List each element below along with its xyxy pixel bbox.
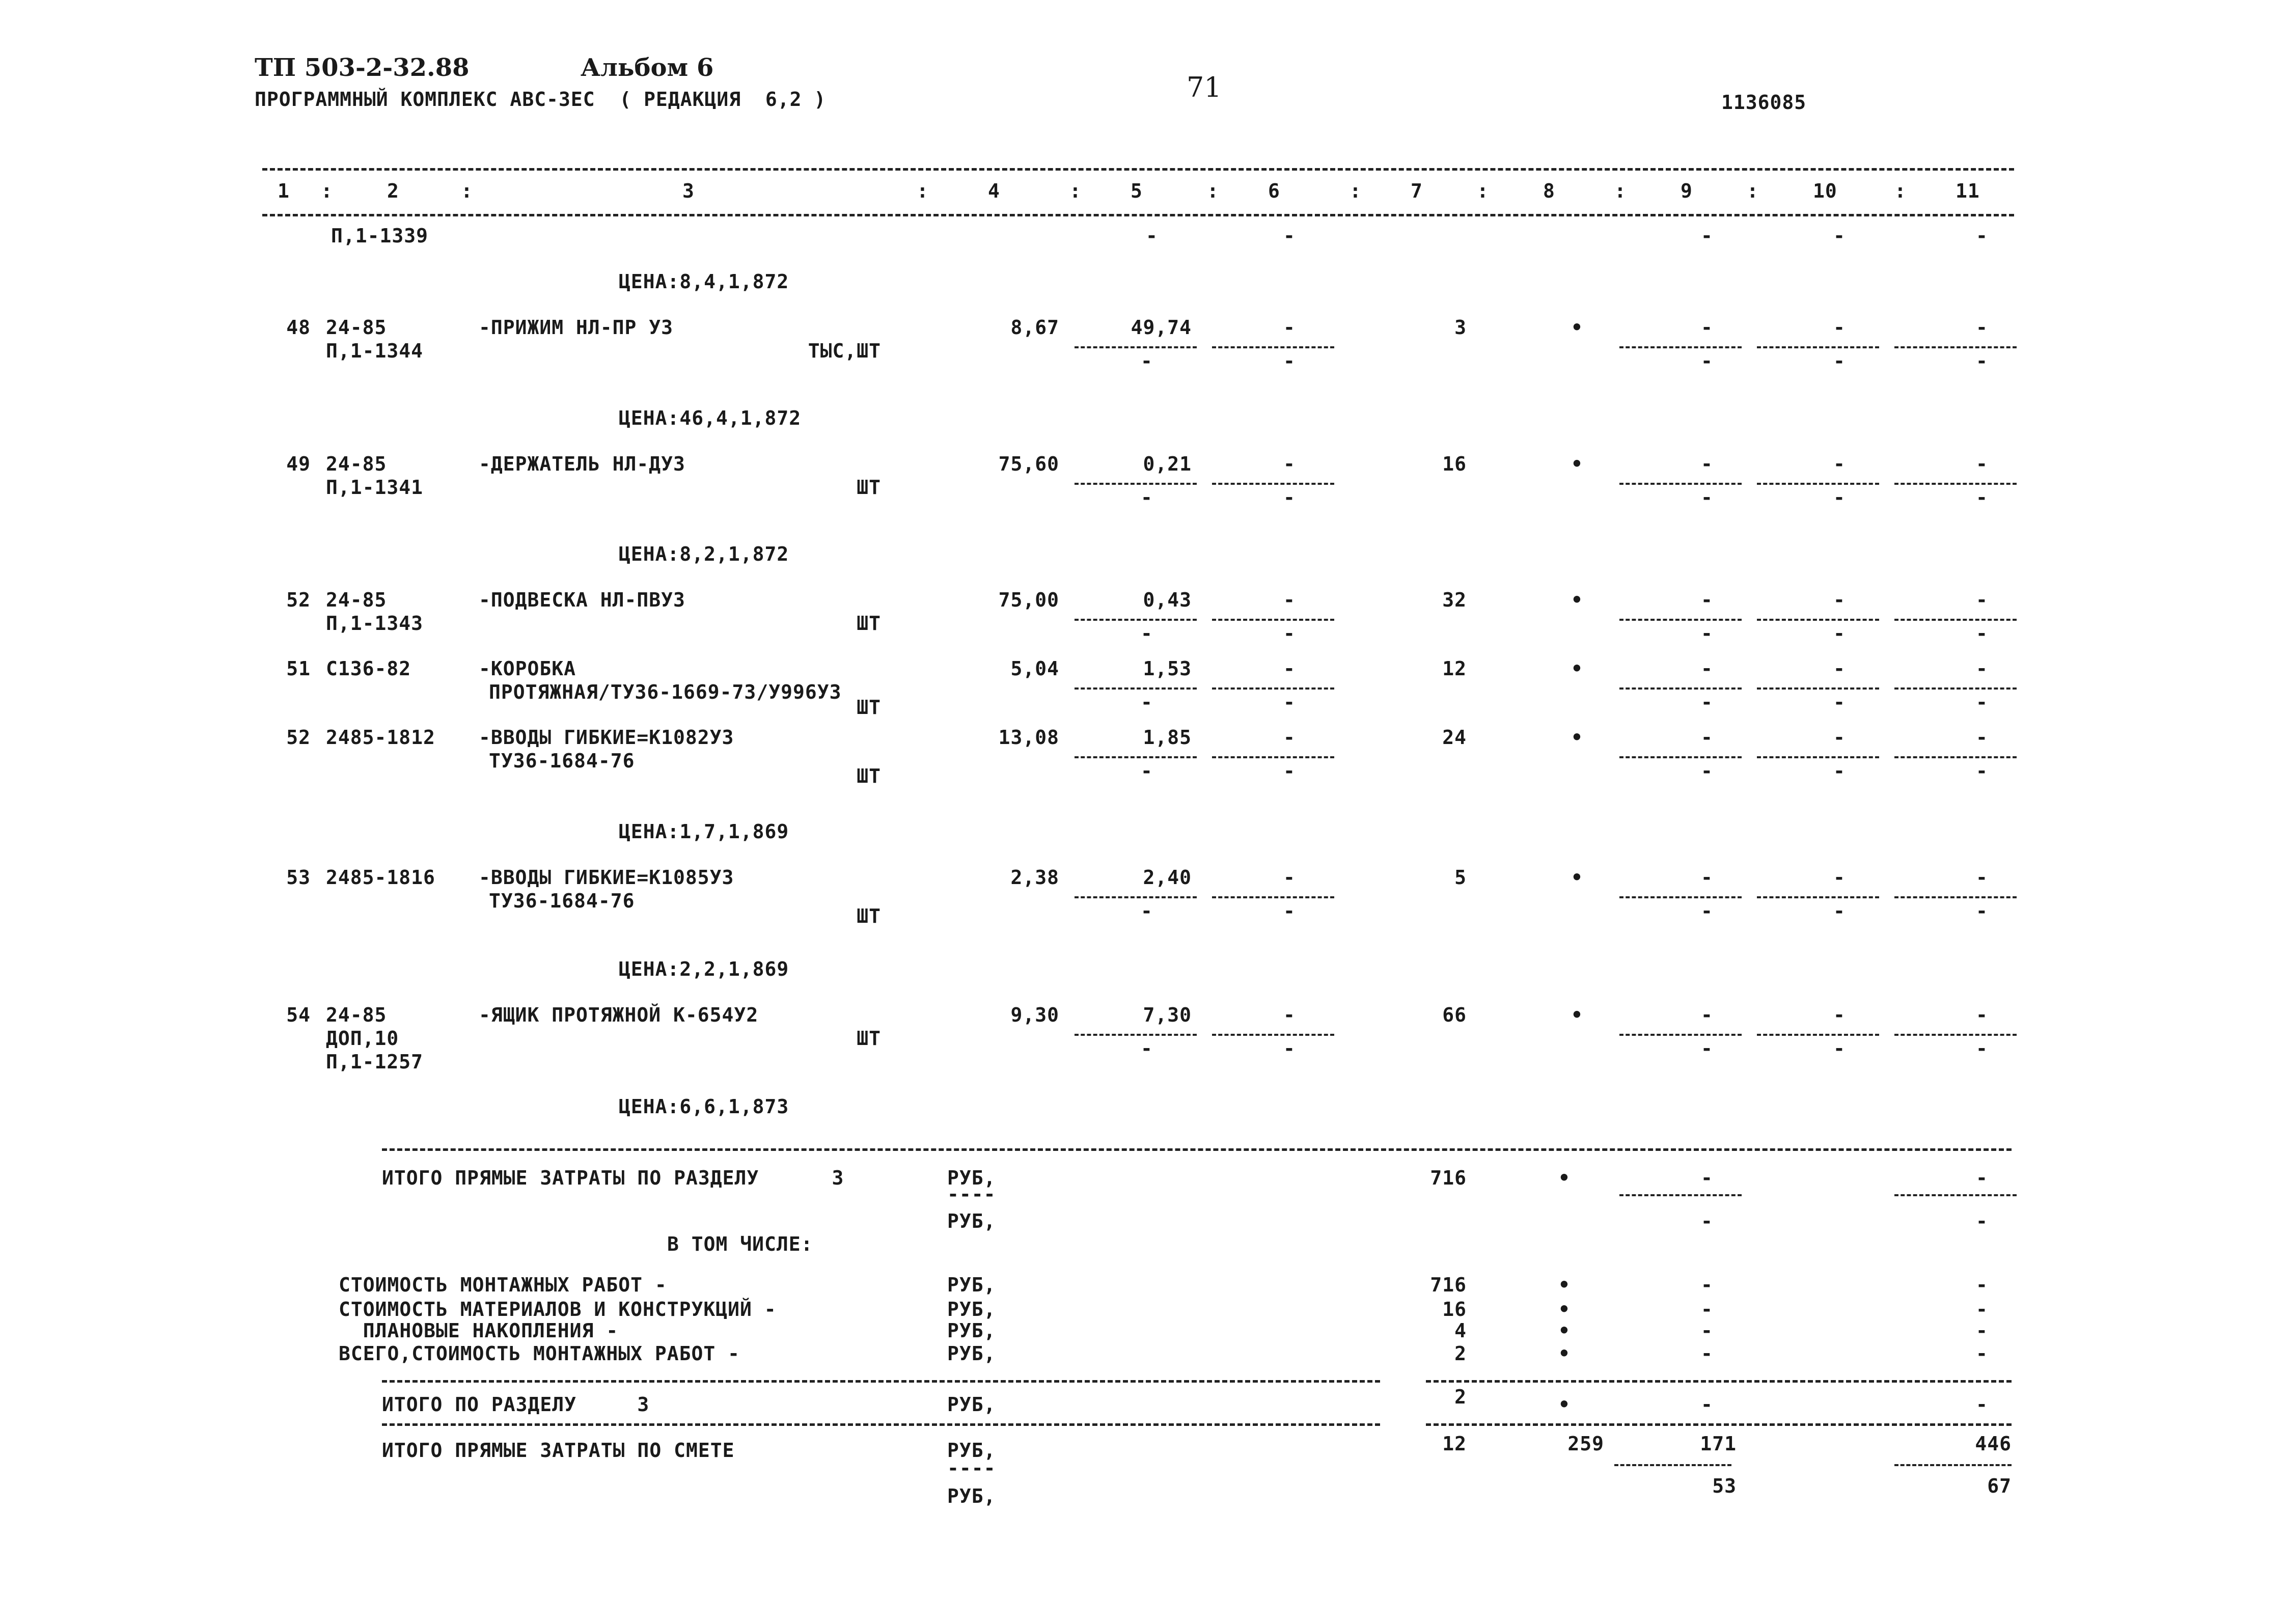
summary-line-dash: - [1976,1342,1988,1365]
row-code: 24-85 [326,316,387,339]
row-sub-dash: - [1701,691,1713,713]
summary-line-unit: РУБ, [947,1274,996,1296]
header-bottom-rule [262,214,2014,216]
column-separator: : [1207,180,1219,202]
sum-dash: - [1976,1210,1988,1232]
top-dash: - [1283,225,1296,247]
row-col9-dash: - [1701,657,1713,680]
sum-dot: • [1558,1167,1571,1189]
row-rule [1757,483,1879,485]
rub-unit: РУБ, [947,1210,996,1232]
row-rule [1212,896,1334,898]
section-col7: 2 [1454,1386,1467,1408]
column-header: 7 [1411,180,1423,202]
direct-costs-label: ИТОГО ПРЯМЫЕ ЗАТРАТЫ ПО РАЗДЕЛУ 3 [382,1167,844,1189]
in-that-label: В ТОМ ЧИСЛЕ: [667,1233,813,1255]
top-dash: - [1701,225,1713,247]
row-rule [1075,1034,1197,1036]
row-rule [1757,1034,1879,1036]
row-col7: 12 [1442,657,1467,680]
price-line: ЦЕНА:8,2,1,872 [619,543,789,565]
top-dash: - [1146,225,1158,247]
row-name: -ДЕРЖАТЕЛЬ НЛ-ДУ3 [479,453,685,475]
section-dot: • [1558,1393,1571,1416]
row-col7: 24 [1442,726,1467,749]
row-col7: 5 [1454,866,1467,889]
row-ref: П,1-1344 [326,340,424,362]
summary-line-dash: - [1976,1298,1988,1320]
rub-unit: РУБ, [947,1167,996,1189]
row-sub-dash: - [1701,900,1713,922]
summary-line-value: 2 [1454,1342,1467,1365]
summary-line-dash: - [1701,1298,1713,1320]
row-rule [1075,619,1197,621]
row-col6-dash: - [1283,589,1296,611]
column-header: 11 [1956,180,1980,202]
row-col8-dot: • [1571,1004,1583,1026]
row-col4: 13,08 [998,726,1059,749]
row-unit: ШТ [857,476,881,499]
column-header: 3 [682,180,695,202]
summary-line-label: ПЛАНОВЫЕ НАКОПЛЕНИЯ - [339,1319,619,1342]
row-rule [1075,346,1197,348]
row-rule [1212,687,1334,690]
doc-code: ТП 503-2-32.88 [255,53,470,82]
row-name: -ВВОДЫ ГИБКИЕ=К1082У3 [479,726,734,749]
row-col8-dot: • [1571,316,1583,339]
summary-line-label: СТОИМОСТЬ МАТЕРИАЛОВ И КОНСТРУКЦИЙ - [339,1298,777,1320]
rub-unit: РУБ, [947,1393,996,1416]
row-rule [1212,483,1334,485]
row-unit: ТЫС,ШТ [808,340,881,362]
row-sub-dash: - [1976,486,1988,509]
row-ref: ДОП,10 [326,1027,399,1050]
row-name: -ЯЩИК ПРОТЯЖНОЙ К-654У2 [479,1004,759,1026]
row-sub-dash: - [1283,691,1296,713]
row-col5: 7,30 [1143,1004,1192,1026]
est-col9b: 53 [1712,1475,1737,1497]
section-rule [382,1380,1380,1383]
column-header: 10 [1813,180,1837,202]
est-col9: 171 [1700,1433,1737,1455]
row-rule [1757,346,1879,348]
top-ref: П,1-1339 [331,225,429,247]
section-total-label: ИТОГО ПО РАЗДЕЛУ 3 [382,1393,650,1416]
est-col8: 259 [1567,1433,1604,1455]
row-rule [1075,896,1197,898]
row-col11-dash: - [1976,657,1988,680]
total-col7: 716 [1430,1167,1467,1189]
row-sub-dash: - [1833,1037,1846,1060]
row-unit: ШТ [857,765,881,787]
section-rule [1426,1380,2012,1383]
top-dash: - [1833,225,1846,247]
column-separator: : [1747,180,1759,202]
row-sub-dash: - [1701,622,1713,645]
row-sub-dash: - [1976,900,1988,922]
summary-line-unit: РУБ, [947,1342,996,1365]
column-header: 9 [1681,180,1693,202]
row-sub-dash: - [1701,486,1713,509]
row-number: 53 [286,866,311,889]
row-name: -ВВОДЫ ГИБКИЕ=К1085У3 [479,866,734,889]
column-header: 1 [278,180,290,202]
row-code: 2485-1816 [326,866,435,889]
row-sub-dash: - [1283,486,1296,509]
row-code: С136-82 [326,657,411,680]
row-col7: 3 [1454,316,1467,339]
document-id: 1136085 [1721,91,1807,114]
row-sub-dash: - [1976,350,1988,372]
price-line: ЦЕНА:46,4,1,872 [619,407,802,429]
row-ref: П,1-1341 [326,476,424,499]
row-sub-dash: - [1283,1037,1296,1060]
row-col10-dash: - [1833,726,1846,749]
section-dash: - [1701,1393,1713,1416]
row-ref: П,1-1257 [326,1051,424,1073]
row-rule [1619,687,1742,690]
row-rule [1757,619,1879,621]
row-col6-dash: - [1283,453,1296,475]
row-col7: 16 [1442,453,1467,475]
row-col8-dot: • [1571,589,1583,611]
row-sub-dash: - [1976,760,1988,782]
column-separator: : [1350,180,1362,202]
price-line: ЦЕНА:2,2,1,869 [619,958,789,980]
row-sub-dash: - [1141,350,1153,372]
row-rule [1075,687,1197,690]
row-rule [1075,483,1197,485]
row-rule [1619,483,1742,485]
column-separator: : [321,180,333,202]
row-sub-dash: - [1833,691,1846,713]
row-col11-dash: - [1976,589,1988,611]
sum-dash: - [1701,1210,1713,1232]
row-col5: 1,85 [1143,726,1192,749]
row-sub-dash: - [1833,350,1846,372]
row-col11-dash: - [1976,1004,1988,1026]
row-rule [1619,1034,1742,1036]
row-rule [1212,619,1334,621]
row-col11-dash: - [1976,866,1988,889]
column-header: 2 [387,180,399,202]
row-col8-dot: • [1571,657,1583,680]
est-rule [1894,1464,2012,1466]
summary-line-value: 716 [1430,1274,1467,1296]
row-number: 48 [286,316,311,339]
row-rule [1757,756,1879,758]
row-col7: 66 [1442,1004,1467,1026]
row-rule [1619,756,1742,758]
summary-line-value: 16 [1442,1298,1467,1320]
row-code: 24-85 [326,1004,387,1026]
est-col11b: 67 [1987,1475,2012,1497]
column-separator: : [1614,180,1627,202]
row-sub-dash: - [1701,760,1713,782]
row-col4: 5,04 [1010,657,1059,680]
page-number: 71 [1187,71,1222,103]
row-col7: 32 [1442,589,1467,611]
row-rule [1894,346,2017,348]
summary-line-dash: - [1976,1274,1988,1296]
row-col8-dot: • [1571,866,1583,889]
row-sub-dash: - [1283,622,1296,645]
row-rule [1212,1034,1334,1036]
row-rule [1619,619,1742,621]
row-col10-dash: - [1833,316,1846,339]
row-col5: 0,43 [1143,589,1192,611]
row-col11-dash: - [1976,453,1988,475]
row-sub-dash: - [1141,900,1153,922]
summary-line-dot: • [1558,1342,1571,1365]
row-unit: ШТ [857,612,881,635]
row-sub-dash: - [1833,900,1846,922]
row-sub-dash: - [1701,1037,1713,1060]
column-separator: : [1069,180,1082,202]
row-name-cont: ТУ36-1684-76 [489,750,635,772]
row-rule [1894,687,2017,690]
row-rule [1894,1034,2017,1036]
row-name: -ПРИЖИМ НЛ-ПР У3 [479,316,674,339]
row-number: 49 [286,453,311,475]
row-number: 52 [286,589,311,611]
row-number: 52 [286,726,311,749]
row-col9-dash: - [1701,726,1713,749]
column-separator: : [1477,180,1489,202]
row-code: 24-85 [326,589,387,611]
row-sub-dash: - [1833,622,1846,645]
row-col4: 8,67 [1010,316,1059,339]
row-col4: 75,00 [998,589,1059,611]
column-separator: : [461,180,473,202]
summary-line-unit: РУБ, [947,1298,996,1320]
sum-dash: - [1976,1167,1988,1189]
row-rule [1212,346,1334,348]
row-sub-dash: - [1141,691,1153,713]
row-col5: 49,74 [1131,316,1192,339]
summary-line-dot: • [1558,1274,1571,1296]
rub-dash: ---- [947,1457,996,1479]
price-line: ЦЕНА:8,4,1,872 [619,270,789,293]
row-rule [1075,756,1197,758]
row-sub-dash: - [1283,350,1296,372]
program-label: ПРОГРАММНЫЙ КОМПЛЕКС АВС-3ЕС ( РЕДАКЦИЯ 6,2 ) [255,88,827,111]
row-rule [1894,483,2017,485]
estimate-total-label: ИТОГО ПРЯМЫЕ ЗАТРАТЫ ПО СМЕТЕ [382,1439,735,1462]
row-rule [1619,346,1742,348]
est-col7: 12 [1442,1433,1467,1455]
row-col9-dash: - [1701,316,1713,339]
row-sub-dash: - [1833,760,1846,782]
row-sub-dash: - [1283,760,1296,782]
row-col5: 2,40 [1143,866,1192,889]
row-sub-dash: - [1283,900,1296,922]
row-col4: 9,30 [1010,1004,1059,1026]
row-sub-dash: - [1976,622,1988,645]
column-separator: : [917,180,929,202]
row-col10-dash: - [1833,866,1846,889]
column-header: 4 [988,180,1000,202]
price-line: ЦЕНА:6,6,1,873 [619,1095,789,1118]
summary-line-value: 4 [1454,1319,1467,1342]
row-col10-dash: - [1833,453,1846,475]
summary-line-unit: РУБ, [947,1319,996,1342]
row-col4: 2,38 [1010,866,1059,889]
column-header: 6 [1268,180,1280,202]
row-unit: ШТ [857,905,881,927]
row-col9-dash: - [1701,589,1713,611]
top-dash: - [1976,225,1988,247]
row-sub-dash: - [1833,486,1846,509]
row-name-cont: ПРОТЯЖНАЯ/ТУ36-1669-73/У996У3 [489,681,842,703]
est-rule [1614,1464,1731,1466]
summary-line-dash: - [1701,1274,1713,1296]
summary-line-dash: - [1976,1319,1988,1342]
row-rule [1619,896,1742,898]
row-col11-dash: - [1976,316,1988,339]
price-line: ЦЕНА:1,7,1,869 [619,820,789,843]
summary-line-dash: - [1701,1319,1713,1342]
summary-rule [382,1148,2012,1151]
row-col10-dash: - [1833,1004,1846,1026]
summary-line-dash: - [1701,1342,1713,1365]
row-sub-dash: - [1701,350,1713,372]
sum-rule [1894,1194,2017,1196]
column-separator: : [1894,180,1907,202]
rub-unit: РУБ, [947,1439,996,1462]
row-rule [1757,896,1879,898]
row-ref: П,1-1343 [326,612,424,635]
row-rule [1894,896,2017,898]
row-col6-dash: - [1283,657,1296,680]
row-col11-dash: - [1976,726,1988,749]
row-col8-dot: • [1571,453,1583,475]
row-unit: ШТ [857,1027,881,1050]
row-rule [1894,756,2017,758]
row-sub-dash: - [1976,1037,1988,1060]
row-col8-dot: • [1571,726,1583,749]
album-label: Альбом 6 [581,53,714,82]
header-top-rule [262,168,2014,171]
row-col9-dash: - [1701,866,1713,889]
row-rule [1212,756,1334,758]
row-col6-dash: - [1283,316,1296,339]
row-col5: 0,21 [1143,453,1192,475]
row-rule [1894,619,2017,621]
row-col6-dash: - [1283,1004,1296,1026]
row-col6-dash: - [1283,866,1296,889]
rub-unit: РУБ, [947,1485,996,1507]
est-col11: 446 [1975,1433,2012,1455]
section-rule [1426,1423,2012,1426]
summary-line-label: ВСЕГО,СТОИМОСТЬ МОНТАЖНЫХ РАБОТ - [339,1342,740,1365]
row-code: 24-85 [326,453,387,475]
summary-line-dot: • [1558,1319,1571,1342]
row-name-cont: ТУ36-1684-76 [489,890,635,912]
row-unit: ШТ [857,696,881,719]
section-dash: - [1976,1393,1988,1416]
row-rule [1757,687,1879,690]
row-code: 2485-1812 [326,726,435,749]
row-sub-dash: - [1141,486,1153,509]
section-rule [382,1423,1380,1426]
sum-rule [1619,1194,1742,1196]
sum-dash: - [1701,1167,1713,1189]
summary-line-dot: • [1558,1298,1571,1320]
row-col5: 1,53 [1143,657,1192,680]
row-number: 51 [286,657,311,680]
summary-line-label: СТОИМОСТЬ МОНТАЖНЫХ РАБОТ - [339,1274,667,1296]
row-name: -КОРОБКА [479,657,576,680]
row-col6-dash: - [1283,726,1296,749]
column-header: 8 [1543,180,1555,202]
row-sub-dash: - [1976,691,1988,713]
row-name: -ПОДВЕСКА НЛ-ПВУ3 [479,589,685,611]
row-sub-dash: - [1141,1037,1153,1060]
row-col4: 75,60 [998,453,1059,475]
row-col9-dash: - [1701,1004,1713,1026]
row-col10-dash: - [1833,589,1846,611]
row-sub-dash: - [1141,760,1153,782]
row-sub-dash: - [1141,622,1153,645]
rub-dash: ---- [947,1183,996,1205]
row-col10-dash: - [1833,657,1846,680]
row-col9-dash: - [1701,453,1713,475]
column-header: 5 [1131,180,1143,202]
row-number: 54 [286,1004,311,1026]
